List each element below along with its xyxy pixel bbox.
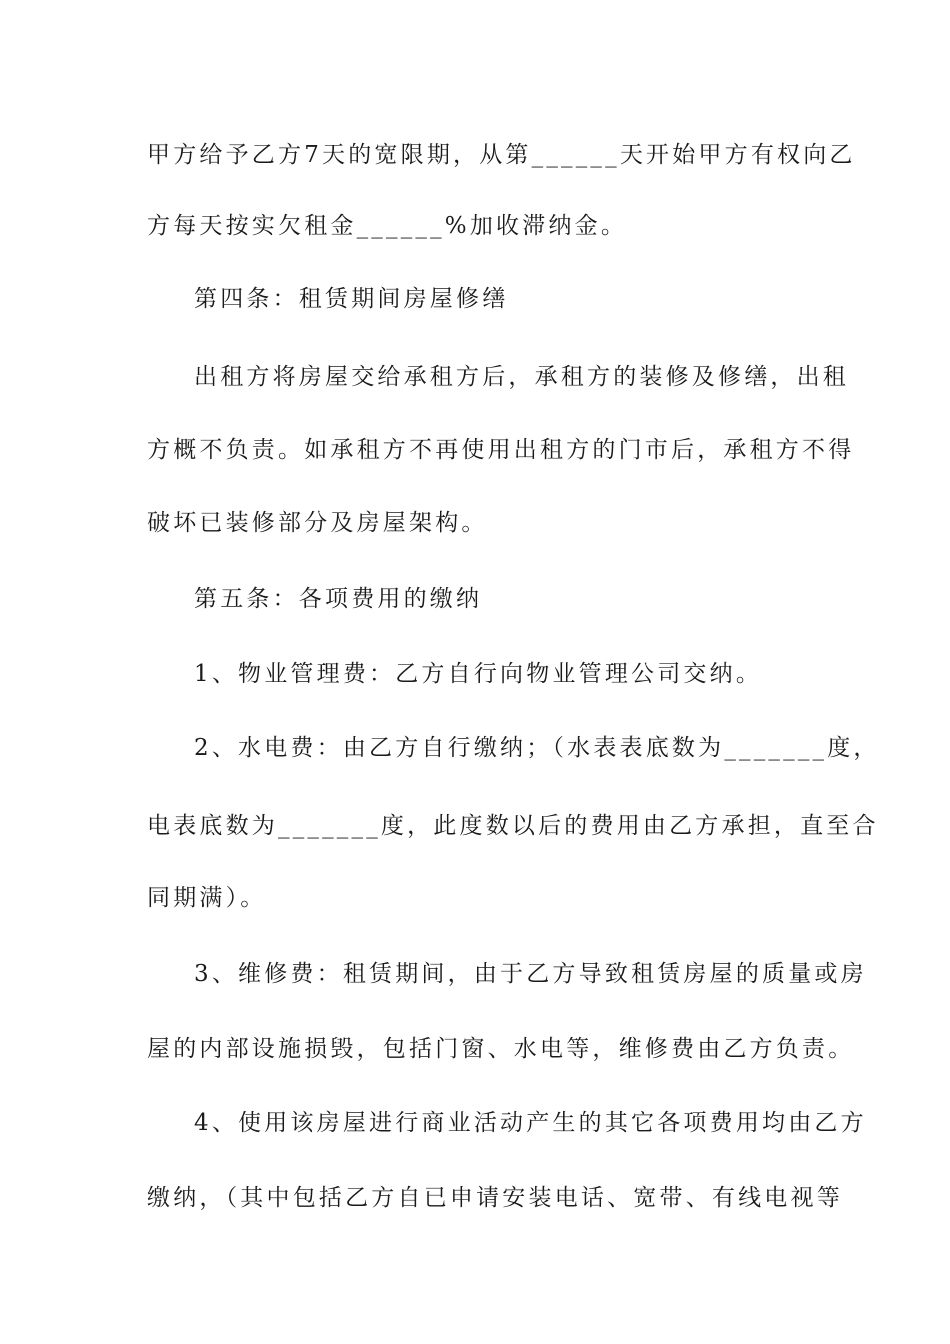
text-line: 出租方将房屋交给承租方后，承租方的装修及修缮，出租 — [194, 364, 849, 390]
list-item: 4、使用该房屋进行商业活动产生的其它各项费用均由乙方 — [194, 1110, 867, 1136]
text-line: 甲方给予乙方7天的宽限期，从第______天开始甲方有权向乙 — [147, 142, 856, 168]
section-heading: 第四条：租赁期间房屋修缮 — [194, 286, 509, 312]
text-line: 缴纳，（其中包括乙方自已申请安装电话、宽带、有线电视等 — [147, 1185, 843, 1211]
text-line: 方每天按实欠租金______%加收滞纳金。 — [147, 213, 628, 239]
text-line: 破坏已装修部分及房屋架构。 — [147, 510, 488, 536]
text-line: 电表底数为_______度，此度数以后的费用由乙方承担，直至合 — [147, 813, 879, 839]
list-item: 1、物业管理费：乙方自行向物业管理公司交纳。 — [194, 661, 763, 687]
text-line: 同期满）。 — [147, 885, 267, 911]
text-line: 方概不负责。如承租方不再使用出租方的门市后，承租方不得 — [147, 437, 855, 463]
section-heading: 第五条：各项费用的缴纳 — [194, 586, 483, 612]
list-item: 2、水电费：由乙方自行缴纳；（水表表底数为_______度， — [194, 735, 880, 761]
list-item: 3、维修费：租赁期间，由于乙方导致租赁房屋的质量或房 — [194, 961, 867, 987]
text-line: 屋的内部设施损毁，包括门窗、水电等，维修费由乙方负责。 — [147, 1036, 855, 1062]
